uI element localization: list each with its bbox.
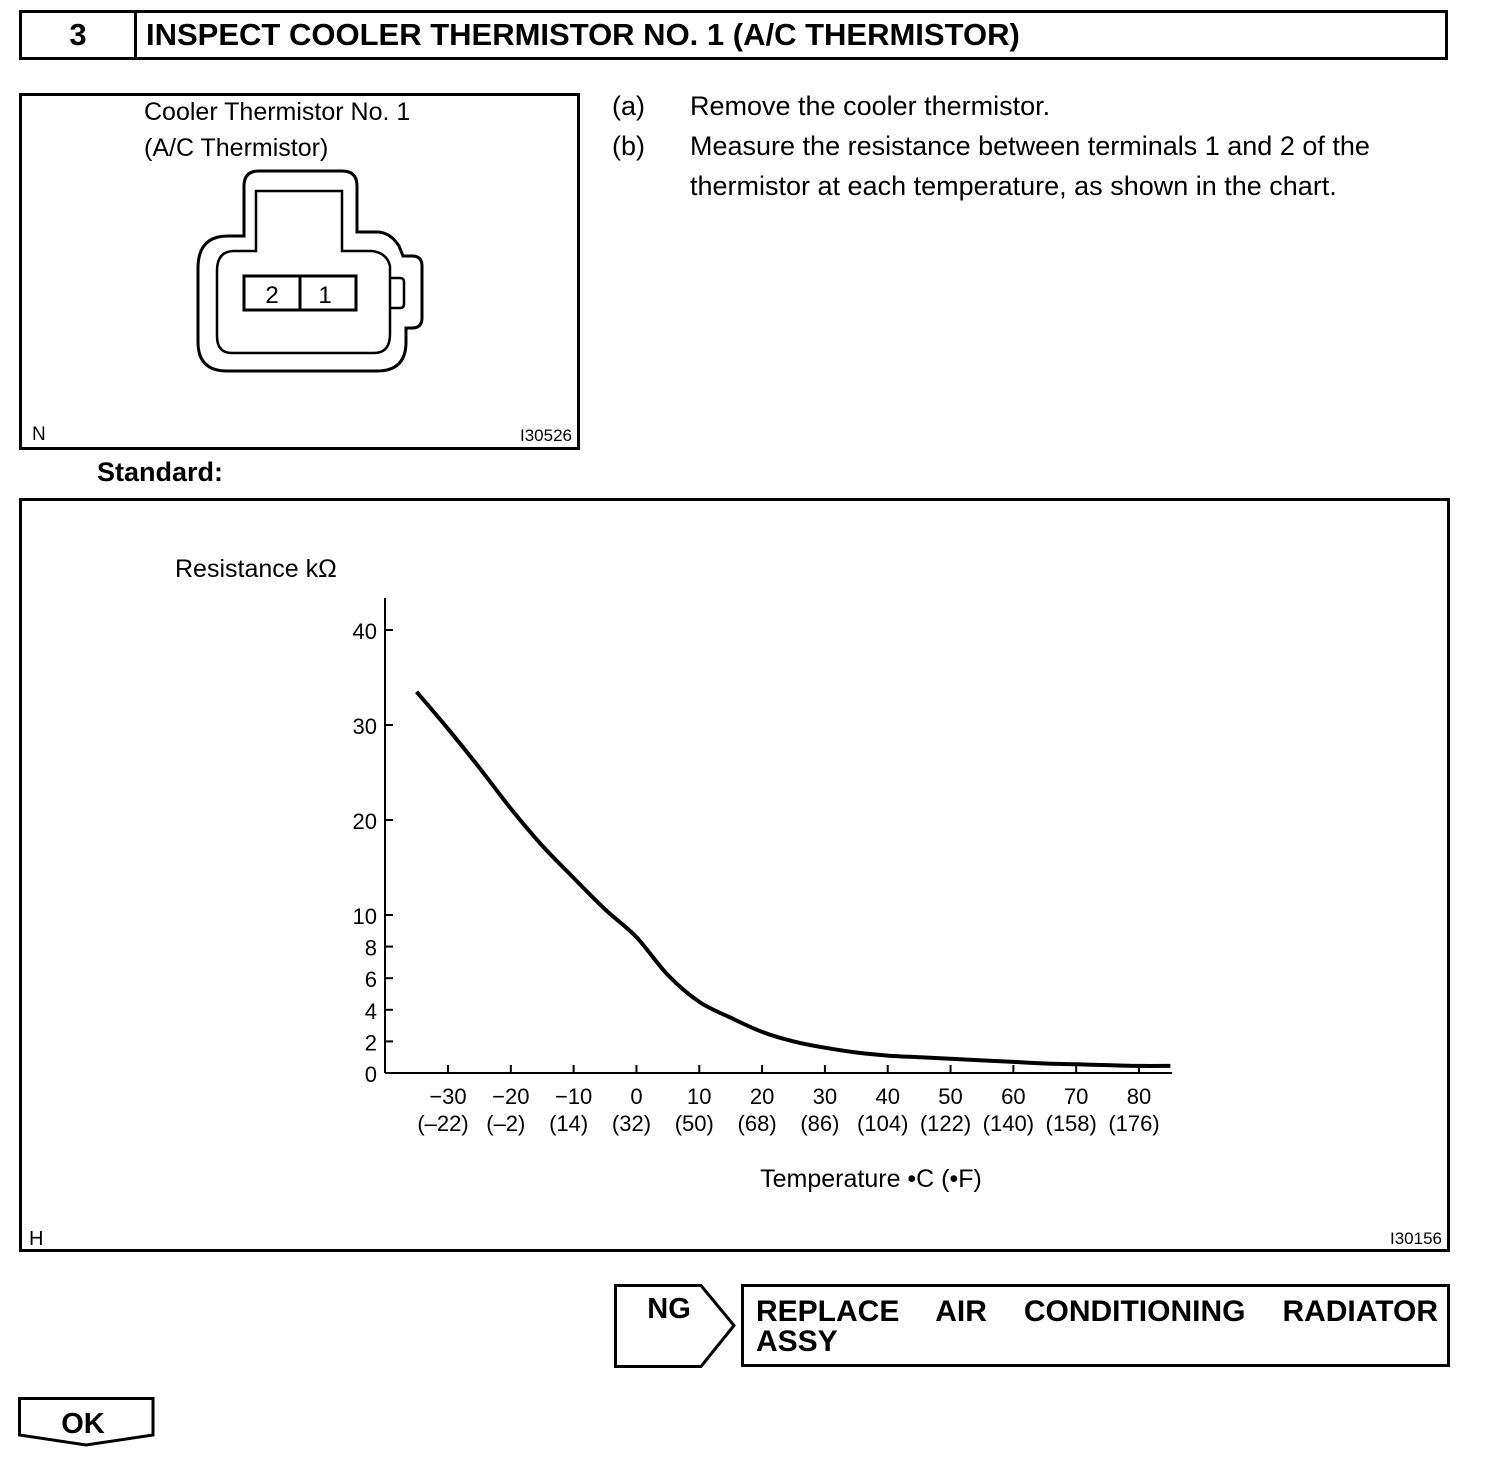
x-tick-label-c: −30 xyxy=(429,1084,467,1109)
step-header xyxy=(19,10,1448,60)
step-number: 3 xyxy=(22,13,137,57)
thermistor-connector-drawing xyxy=(22,96,577,447)
x-tick-label-c: 10 xyxy=(687,1084,712,1109)
instruction-b-text-line2: thermistor at each temperature, as shown in the chart. xyxy=(690,171,1337,201)
x-tick-label-c: 0 xyxy=(630,1084,643,1109)
x-tick-label-c: 70 xyxy=(1063,1084,1089,1109)
ok-arrow-box xyxy=(18,1397,158,1449)
y-tick-label: 4 xyxy=(364,998,377,1024)
x-axis-title: Temperature •C (•F) xyxy=(760,1165,982,1193)
x-tick-label-c: 80 xyxy=(1126,1084,1152,1109)
x-tick-label-c: −10 xyxy=(554,1084,593,1109)
x-tick-label-f: (176) xyxy=(1108,1111,1160,1136)
y-tick-label: 10 xyxy=(352,904,377,929)
x-tick-label-c: 50 xyxy=(938,1084,963,1109)
instruction-a-label: (a) xyxy=(612,91,645,121)
terminal-1-label: 1 xyxy=(318,282,332,309)
y-tick-label: 0 xyxy=(364,1062,377,1087)
x-tick-label-f: (50) xyxy=(674,1111,714,1136)
chart-code: I30156 xyxy=(1390,1229,1442,1248)
y-tick-label: 6 xyxy=(364,967,377,993)
figure-caption-line1: Cooler Thermistor No. 1 xyxy=(144,98,411,126)
x-tick-label-f: (158) xyxy=(1045,1111,1097,1136)
step-title: INSPECT COOLER THERMISTOR NO. 1 (A/C THERMISTOR) xyxy=(146,17,1020,52)
ok-label: OK xyxy=(61,1408,105,1440)
x-tick-label-c: 40 xyxy=(875,1084,900,1109)
y-tick-label: 20 xyxy=(352,809,377,834)
y-tick-label: 2 xyxy=(364,1030,377,1056)
y-tick-label: 40 xyxy=(352,619,377,644)
x-tick-label-f: (140) xyxy=(982,1111,1035,1136)
x-tick-label-f: (14) xyxy=(549,1111,589,1136)
x-tick-label-f: (122) xyxy=(919,1111,972,1136)
x-tick-label-f: (86) xyxy=(800,1111,840,1136)
x-tick-label-f: (–22) xyxy=(417,1111,469,1136)
resistance-chart xyxy=(19,498,1450,1252)
x-tick-label-c: 30 xyxy=(812,1084,838,1109)
instruction-a-text: Remove the cooler thermistor. xyxy=(690,91,1051,121)
figure-caption-line2: (A/C Thermistor) xyxy=(144,134,329,162)
ng-arrow-box xyxy=(614,1284,739,1368)
result-text: REPLACE AIR CONDITIONING RADIATOR ASSY xyxy=(756,1295,1438,1358)
resistance-curve xyxy=(417,692,1171,1066)
instruction-b-label: (b) xyxy=(612,131,645,161)
instruction-b-text-line1: Measure the resistance between terminals 1 and 2 of the xyxy=(690,131,1370,161)
ng-label: NG xyxy=(647,1293,691,1325)
x-tick-label-c: 20 xyxy=(749,1084,775,1109)
y-axis-title: Resistance kΩ xyxy=(175,555,337,583)
y-tick-label: 30 xyxy=(352,714,377,739)
x-tick-label-c: −20 xyxy=(492,1084,530,1109)
terminal-2-label: 2 xyxy=(265,282,279,309)
chart-svg xyxy=(22,501,1447,1249)
x-tick-label-f: (68) xyxy=(737,1111,777,1136)
figure-code: I30526 xyxy=(520,426,572,445)
x-tick-label-f: (–2) xyxy=(486,1111,526,1136)
standard-label: Standard: xyxy=(97,457,224,487)
y-tick-label: 8 xyxy=(364,935,377,961)
x-tick-label-f: (32) xyxy=(611,1111,652,1136)
x-tick-label-c: 60 xyxy=(1001,1084,1026,1109)
x-tick-label-f: (104) xyxy=(857,1111,909,1136)
figure-corner-letter: N xyxy=(32,424,46,445)
connector-figure xyxy=(19,93,580,450)
chart-corner-letter: H xyxy=(29,1228,44,1249)
result-box xyxy=(741,1284,1450,1367)
